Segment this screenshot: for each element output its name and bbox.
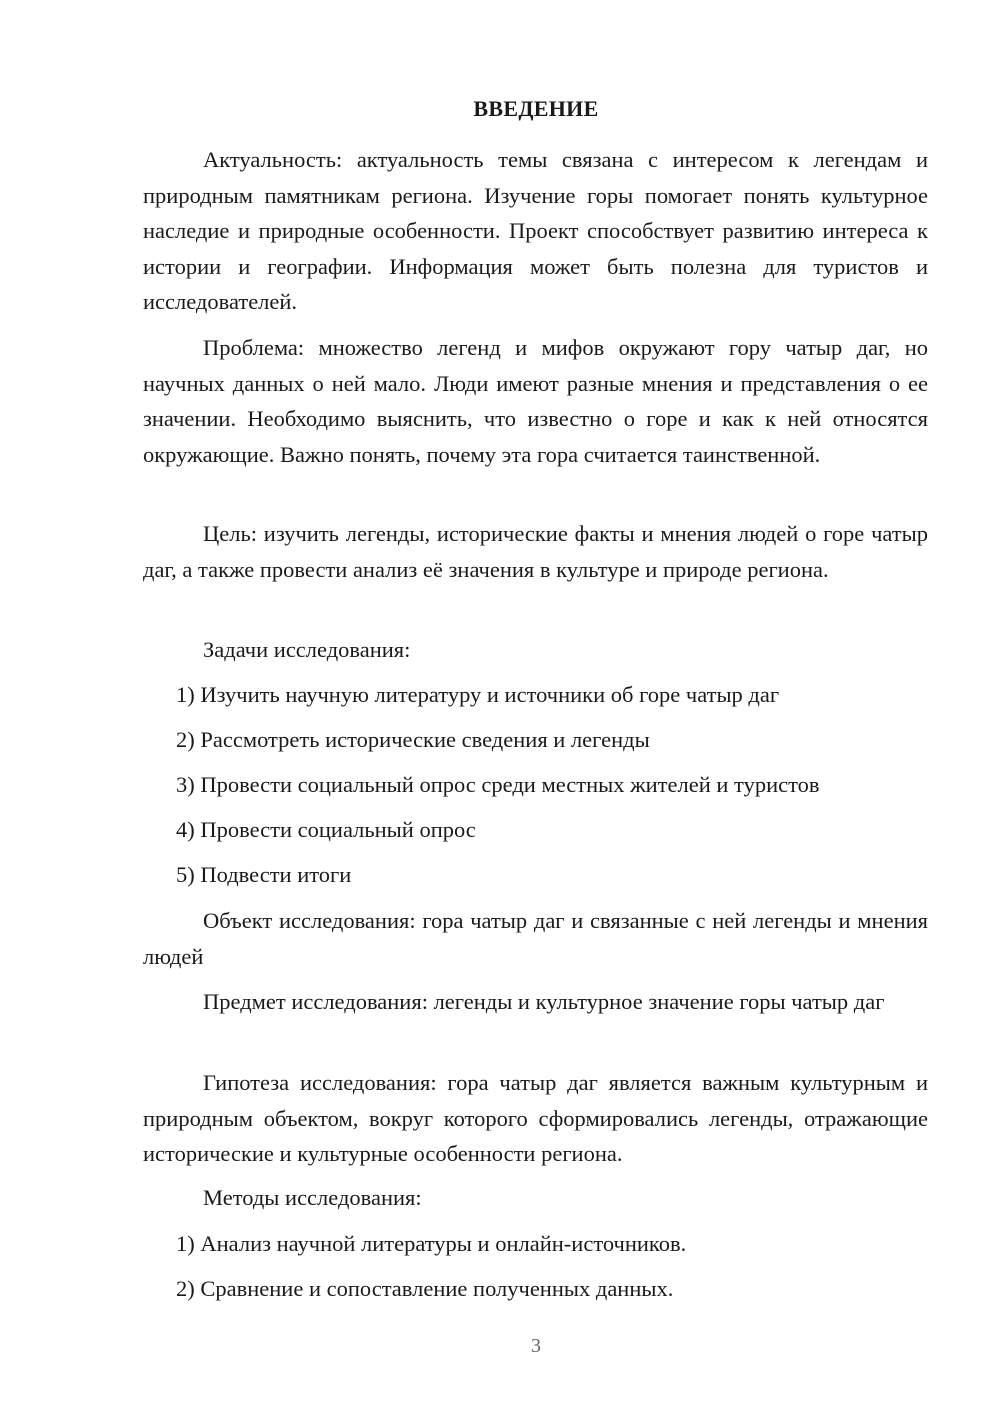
task-item: 2) Рассмотреть исторические сведения и легенды: [176, 727, 650, 752]
task-item-block-5: [143, 857, 928, 893]
task-item: 1) Изучить научную литературу и источники об горе чатыр даг: [176, 682, 780, 707]
task-item-block-4: [143, 812, 928, 848]
method-item-block-1: [143, 1226, 928, 1262]
goal-block: [143, 516, 928, 587]
tasks-label-block: [143, 632, 928, 668]
task-item: 4) Провести социальный опрос: [176, 817, 476, 842]
task-item-block-3: [143, 767, 928, 803]
relevance-paragraph: Актуальность: актуальность темы связана с интересом к легендам и природным памятникам региона. Изучение горы помогает понять культурное наследие и природные особенности. Проект способствует развитию интереса к истории и географии. Информация может быть полезна для туристов и исследователей.: [143, 147, 928, 314]
methods-label: Методы исследования:: [203, 1185, 422, 1210]
task-item-block-1: [143, 677, 928, 713]
tasks-label: Задачи исследования:: [203, 637, 411, 662]
methods-label-block: [143, 1180, 928, 1216]
hypothesis-paragraph: Гипотеза исследования: гора чатыр даг является важным культурным и природным объектом, вокруг которого сформировались легенды, отражающие исторические и культурные особенности региона.: [143, 1070, 928, 1166]
method-item-block-2: [143, 1271, 928, 1307]
task-item: 3) Провести социальный опрос среди местных жителей и туристов: [176, 772, 820, 797]
relevance-block: [143, 142, 928, 320]
problem-paragraph: Проблема: множество легенд и мифов окружают гору чатыр даг, но научных данных о ней мало. Люди имеют разные мнения и представления о ее значении. Необходимо выяснить, что известно о горе и как к ней относятся окружающие. Важно понять, почему эта гора считается таинственной.: [143, 335, 928, 467]
object-paragraph: Объект исследования: гора чатыр даг и связанные с ней легенды и мнения людей: [143, 908, 928, 969]
goal-paragraph: Цель: изучить легенды, исторические факты и мнения людей о горе чатыр даг, а также провести анализ её значения в культуре и природе региона.: [143, 521, 928, 582]
problem-block: [143, 330, 928, 472]
task-item: 5) Подвести итоги: [176, 862, 352, 887]
method-item: 1) Анализ научной литературы и онлайн-источников.: [176, 1231, 687, 1256]
hypothesis-block: [143, 1065, 928, 1172]
page-number: 3: [531, 1335, 541, 1357]
task-item-block-2: [143, 722, 928, 758]
subject-block: [143, 984, 928, 1020]
subject-paragraph: Предмет исследования: легенды и культурное значение горы чатыр даг: [203, 989, 885, 1014]
method-item: 2) Сравнение и сопоставление полученных данных.: [176, 1276, 674, 1301]
page-heading: ВВЕДЕНИЕ: [473, 96, 599, 121]
object-block: [143, 903, 928, 974]
